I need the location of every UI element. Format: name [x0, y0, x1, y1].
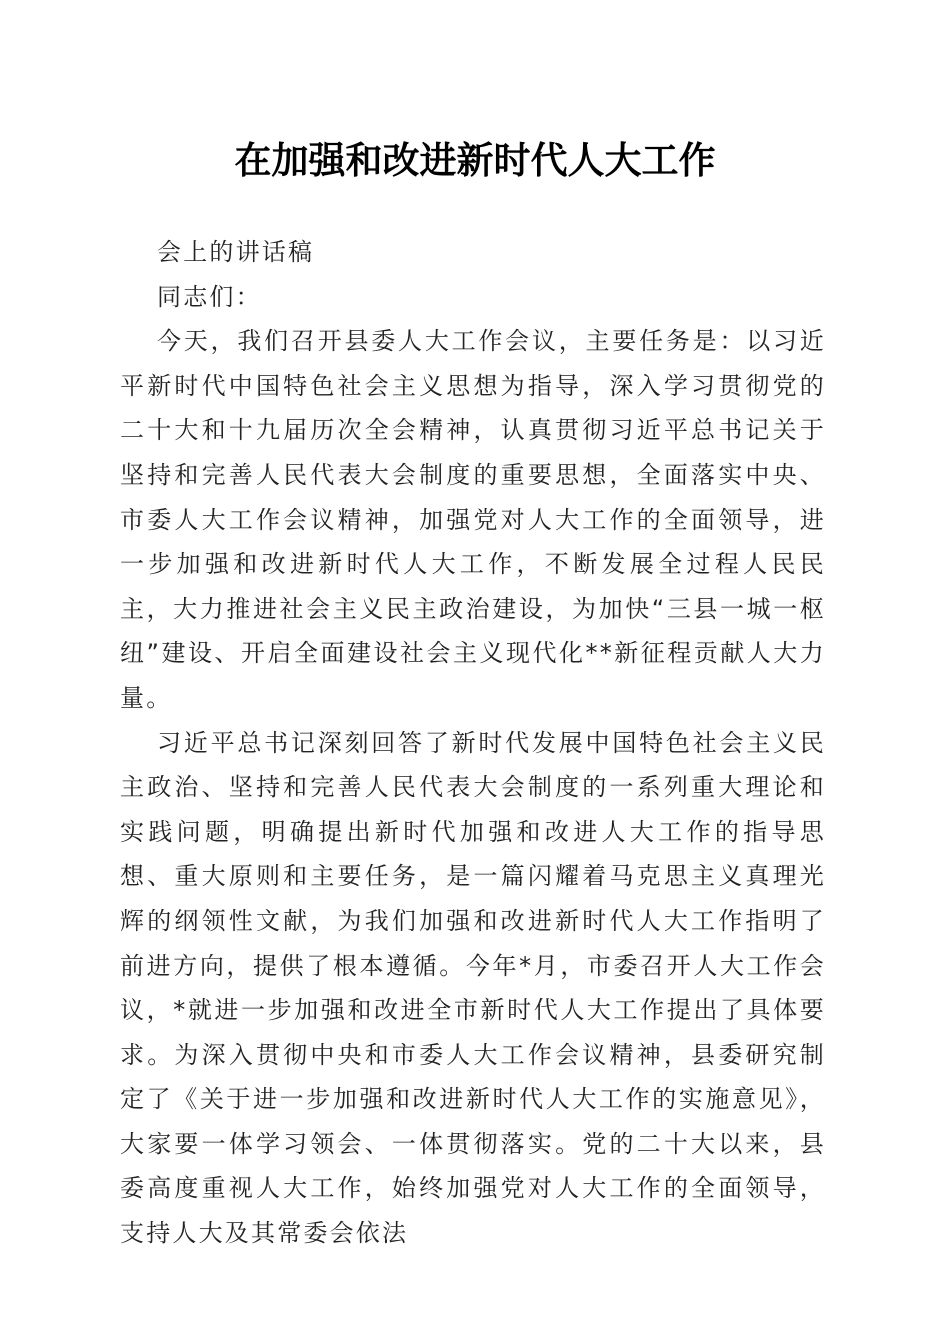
salutation: 同志们：: [157, 282, 262, 311]
paragraph: 今天，我们召开县委人大工作会议，主要任务是：以习近平新时代中国特色社会主义思想为指导，深入学习贯彻党的二十大和十九届历次全会精神，认真贯彻习近平总书记关于坚持和完善人民代表大会制度的重要思想，全面落实中央、市委人大工作会议精神，加强党对人大工作的全面领导，进一步加强和改进新时代人大工作，不断发展全过程人民民主，大力推进社会主义民主政治建设，为加快“三县一城一枢纽”建设、开启全面建设社会主义现代化**新征程贡献人大力量。: [120, 327, 826, 712]
document-body: [120, 230, 826, 1256]
document-title: 在加强和改进新时代人大工作: [234, 138, 716, 182]
paragraph: 习近平总书记深刻回答了新时代发展中国特色社会主义民主政治、坚持和完善人民代表大会制度的一系列重大理论和实践问题，明确提出新时代加强和改进人大工作的指导思想、重大原则和主要任务，是一篇闪耀着马克思主义真理光辉的纲领性文献，为我们加强和改进新时代人大工作指明了前进方向，提供了根本遵循。今年*月，市委召开人大工作会议，*就进一步加强和改进全市新时代人大工作提出了具体要求。为深入贯彻中央和市委人大工作会议精神，县委研究制定了《关于进一步加强和改进新时代人大工作的实施意见》，大家要一体学习领会、一体贯彻落实。党的二十大以来，县委高度重视人大工作，始终加强党对人大工作的全面领导，支持人大及其常委会依法: [120, 728, 826, 1248]
document-subtitle: 会上的讲话稿: [157, 238, 315, 266]
